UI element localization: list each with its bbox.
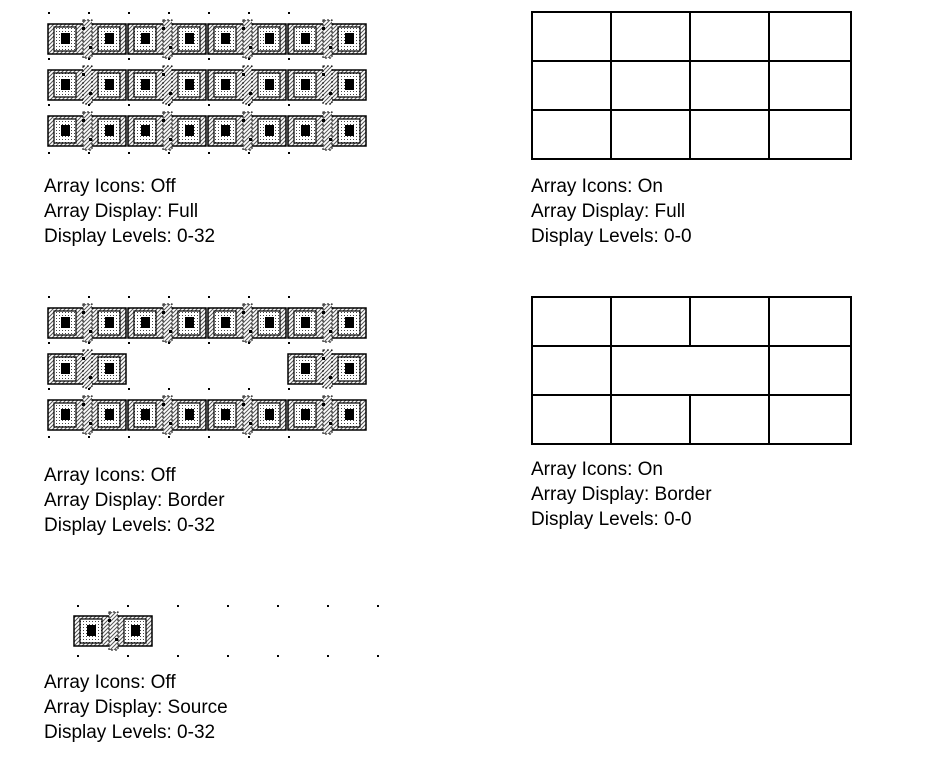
grid-dot (288, 436, 290, 438)
caption-levels: Display Levels: 0-0 (531, 226, 692, 247)
layout-cell (74, 612, 152, 650)
array-view-source-cell (44, 600, 389, 662)
layout-cell (288, 350, 366, 388)
caption-icons: Array Icons: Off (44, 465, 176, 486)
layout-cell (288, 20, 366, 58)
layout-cell (48, 112, 126, 150)
layout-cell (128, 396, 206, 434)
grid-dot (168, 388, 170, 390)
caption-display: Array Display: Full (44, 201, 199, 222)
layout-cell (208, 304, 286, 342)
grid-dot (377, 655, 379, 657)
layout-cell (48, 350, 126, 388)
grid-dot (248, 104, 250, 106)
grid-dot (128, 152, 130, 154)
layout-cell (48, 396, 126, 434)
grid-dot (288, 58, 290, 60)
grid-dot (288, 152, 290, 154)
caption (44, 463, 225, 538)
layout-cell (208, 20, 286, 58)
grid-dot (248, 12, 250, 14)
grid-dot (127, 655, 129, 657)
grid-dot (168, 152, 170, 154)
caption (44, 670, 228, 745)
grid-dot (248, 152, 250, 154)
layout-cell (288, 66, 366, 104)
grid-dot (288, 342, 290, 344)
layout-cell (128, 112, 206, 150)
grid-dot (48, 436, 50, 438)
grid-dot (208, 58, 210, 60)
grid-dot (128, 296, 130, 298)
grid-border (532, 297, 851, 444)
grid-dot (377, 605, 379, 607)
grid-dot (48, 58, 50, 60)
grid-dot (168, 12, 170, 14)
grid-dot (168, 342, 170, 344)
layout-cell (208, 112, 286, 150)
caption (44, 174, 215, 249)
grid-dot (128, 342, 130, 344)
grid-dot (48, 388, 50, 390)
grid-dot (128, 436, 130, 438)
caption-icons: Array Icons: On (531, 459, 663, 480)
grid-dot (48, 104, 50, 106)
grid-dot (327, 605, 329, 607)
caption-display: Array Display: Full (531, 201, 686, 222)
grid-dot (288, 104, 290, 106)
grid-dot (248, 342, 250, 344)
layout-cell (208, 66, 286, 104)
grid-dot (168, 296, 170, 298)
grid-dot (288, 12, 290, 14)
grid-dot (288, 388, 290, 390)
grid-dot (168, 436, 170, 438)
grid-dot (48, 12, 50, 14)
grid-dot (168, 58, 170, 60)
grid-dot (248, 58, 250, 60)
grid-dot (208, 388, 210, 390)
grid-dot (288, 296, 290, 298)
grid-dot (88, 104, 90, 106)
array-icon-grid-border (531, 296, 852, 445)
grid-dot (128, 12, 130, 14)
grid-dot (77, 655, 79, 657)
grid-dot (227, 605, 229, 607)
caption-icons: Array Icons: Off (44, 176, 176, 197)
layout-cell (208, 396, 286, 434)
grid-dot (177, 655, 179, 657)
grid-dot (248, 388, 250, 390)
layout-cell (128, 66, 206, 104)
layout-cell (128, 304, 206, 342)
grid-dot (277, 605, 279, 607)
grid-dot (208, 152, 210, 154)
caption (531, 174, 692, 249)
grid-dot (88, 388, 90, 390)
caption-levels: Display Levels: 0-32 (44, 722, 216, 743)
grid-dot (248, 436, 250, 438)
grid-dot (48, 296, 50, 298)
grid-dot (208, 296, 210, 298)
caption-levels: Display Levels: 0-32 (44, 515, 216, 536)
grid-dot (48, 342, 50, 344)
grid-dot (88, 58, 90, 60)
layout-cell (48, 20, 126, 58)
layout-cell (48, 304, 126, 342)
grid-dot (227, 655, 229, 657)
grid-dot (88, 12, 90, 14)
grid-dot (128, 104, 130, 106)
caption-icons: Array Icons: On (531, 176, 663, 197)
layout-cell (48, 66, 126, 104)
caption (531, 457, 712, 532)
grid-dot (128, 388, 130, 390)
grid-dot (277, 655, 279, 657)
caption-levels: Display Levels: 0-32 (44, 226, 216, 247)
caption-display: Array Display: Border (44, 490, 225, 511)
layout-cell (288, 112, 366, 150)
grid-dot (88, 296, 90, 298)
grid-dot (327, 655, 329, 657)
array-icon-grid-full (531, 11, 852, 160)
grid-dot (208, 104, 210, 106)
caption-levels: Display Levels: 0-0 (531, 509, 692, 530)
array-view-full-cells (44, 10, 374, 165)
grid-dot (127, 605, 129, 607)
grid-dot (48, 152, 50, 154)
grid-dot (128, 58, 130, 60)
grid-dot (208, 436, 210, 438)
layout-cell (288, 304, 366, 342)
grid-dot (88, 342, 90, 344)
grid-dot (88, 436, 90, 438)
grid-dot (208, 342, 210, 344)
grid-dot (208, 12, 210, 14)
grid-dot (248, 296, 250, 298)
grid-dot (88, 152, 90, 154)
grid-dot (177, 605, 179, 607)
layout-cell (128, 20, 206, 58)
caption-display: Array Display: Source (44, 697, 228, 718)
layout-cell (288, 396, 366, 434)
grid-dot (168, 104, 170, 106)
array-view-border-cells (44, 294, 374, 449)
grid-border (532, 12, 851, 159)
caption-display: Array Display: Border (531, 484, 712, 505)
grid-dot (77, 605, 79, 607)
caption-icons: Array Icons: Off (44, 672, 176, 693)
